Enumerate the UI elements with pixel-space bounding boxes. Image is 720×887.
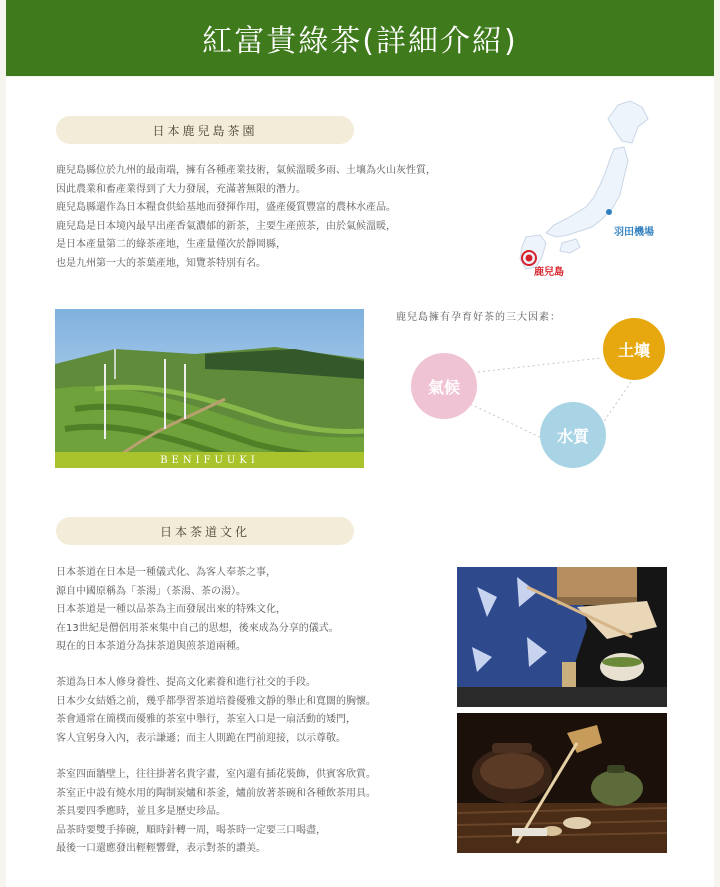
text-line: 最後一口還應發出輕輕響聲，表示對茶的讚美。: [56, 843, 266, 854]
map-label-haneda: 羽田機場: [614, 227, 654, 238]
factor-climate: 氣候: [411, 353, 477, 419]
factor-soil: 土壤: [603, 318, 665, 380]
header-banner: [0, 0, 720, 77]
text-line: 鹿兒島是日本境內最早出產香氣濃郁的新茶，主要生產煎茶，由於氣候溫暖，: [56, 220, 396, 232]
tea-field-photo: [55, 309, 364, 468]
content-area: [6, 77, 714, 887]
kimono-tea-photo: [457, 567, 667, 707]
text-line: 日本茶道在日本是一種儀式化、為客人奉茶之事，: [56, 567, 276, 578]
japan-map: [496, 97, 666, 277]
text-line: 品茶時要雙手捧碗，順時針轉一周，喝茶時一定要三口喝盡，: [56, 824, 326, 836]
text-line: 茶室正中設有燒水用的陶制炭爐和茶釜，爐前放著茶碗和各種飲茶用具。: [56, 787, 376, 799]
text-line: 也是九州第一大的茶葉產地，知覽茶特別有名。: [56, 257, 266, 269]
teapot-photo: [457, 713, 667, 853]
factors-title: 鹿兒島擁有孕育好茶的三大因素：: [396, 312, 561, 323]
text-line: 在13世紀是僧侶用茶來集中自己的思想，後來成為分享的儀式。: [56, 622, 339, 634]
tea-ceremony-paragraph-1: [56, 564, 339, 657]
header-banner-bar: [6, 0, 714, 76]
tea-ceremony-paragraph-3: [56, 766, 376, 859]
text-line: 茶道為日本人修身養性、提高文化素養和進行社交的手段。: [56, 677, 316, 688]
section-heading-kagoshima: 日本鹿兒島茶園: [56, 116, 354, 144]
map-label-kagoshima: 鹿兒島: [534, 267, 564, 277]
kagoshima-description: [56, 162, 436, 273]
page-title: 紅富貴綠茶(詳細介紹): [202, 24, 518, 59]
section-heading-tea-ceremony: 日本茶道文化: [56, 517, 354, 545]
text-line: 茶室四面牆壁上，往往掛著名貴字畫，室內還有插花裝飾，供賓客欣賞。: [56, 769, 376, 780]
text-line: 源自中國原稱為「茶湯」（茶湯、茶の湯）。: [56, 585, 246, 597]
text-line: 因此農業和畜產業得到了大力發展，充滿著無限的潛力。: [56, 183, 306, 195]
text-line: 鹿兒島縣位於九州的最南端，擁有各種產業技術，氣候溫暖多雨、土壤為火山灰性質，: [56, 165, 436, 176]
text-line: 鹿兒島縣還作為日本糧食供給基地而發揮作用，盛產優質豐富的農林水產品。: [56, 202, 396, 213]
tea-ceremony-paragraph-2: [56, 674, 376, 748]
text-line: 客人宜躬身入內，表示謙遜；而主人則跪在門前迎接，以示尊敬。: [56, 732, 346, 744]
text-line: 日本少女結婚之前，幾乎都學習茶道培養優雅文靜的舉止和寬闊的胸懷。: [56, 695, 376, 707]
text-line: 現在的日本茶道分為抹茶道與煎茶道兩種。: [56, 641, 246, 652]
photo-caption: BENIFUUKI: [55, 452, 364, 468]
text-line: 茶會通常在簡樸而優雅的茶室中舉行，茶室入口是一扇活動的矮門，: [56, 714, 356, 725]
text-line: 茶具要四季應時，並且多是歷史珍品。: [56, 806, 226, 817]
factor-water: 水質: [540, 402, 606, 468]
text-line: 日本茶道是一種以品茶為主而發展出來的特殊文化，: [56, 604, 286, 615]
text-line: 是日本產量第二的綠茶產地，生產量僅次於靜岡縣，: [56, 239, 286, 250]
